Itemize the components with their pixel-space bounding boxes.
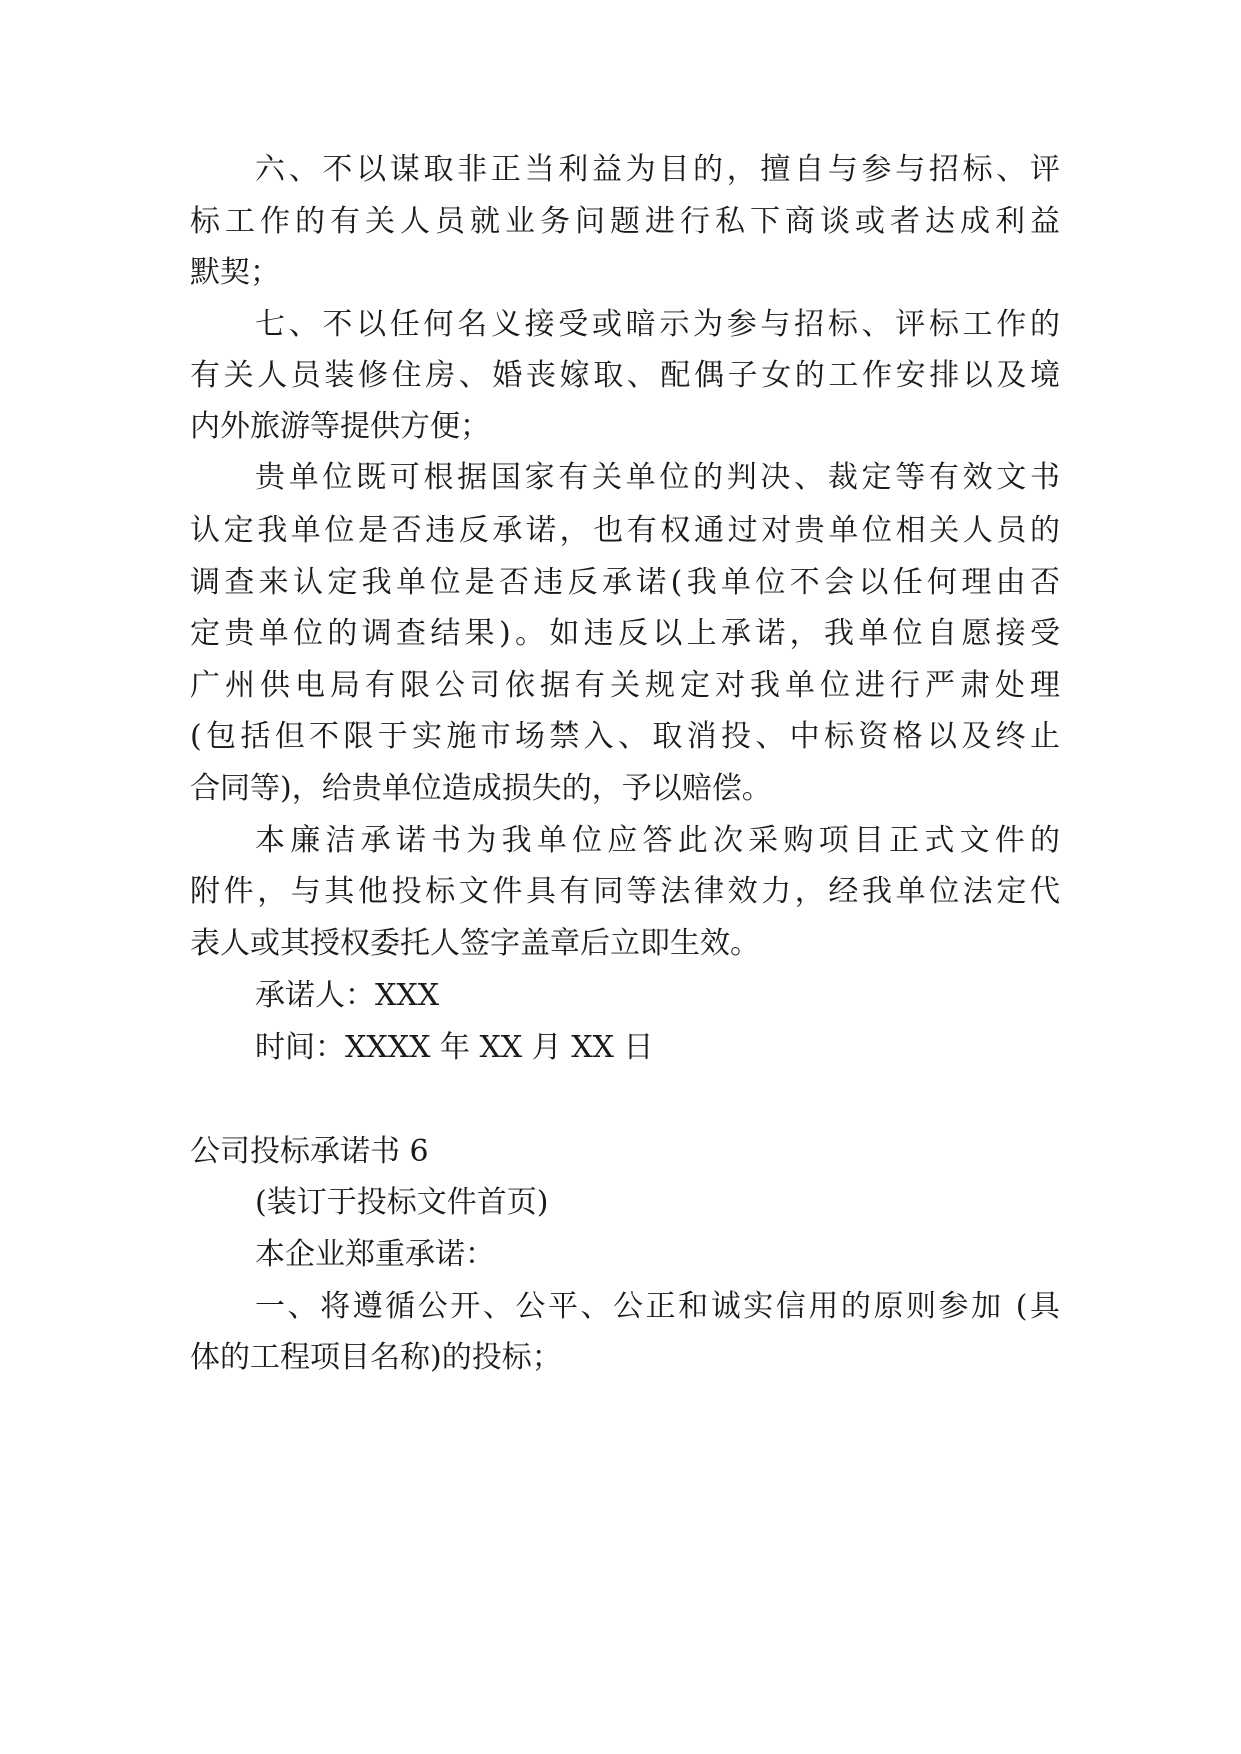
paragraph-line: 认定我单位是否违反承诺，也有权通过对贵单位相关人员的: [190, 513, 1060, 548]
paragraph-line: 七、不以任何名义接受或暗示为参与招标、评标工作的: [255, 307, 1060, 342]
paragraph-line: 本廉洁承诺书为我单位应答此次采购项目正式文件的: [255, 823, 1060, 858]
paragraph-line: 贵单位既可根据国家有关单位的判决、裁定等有效文书: [255, 460, 1060, 495]
paragraph-line: 有关人员装修住房、婚丧嫁取、配偶子女的工作安排以及境: [190, 358, 1060, 393]
paragraph-line: 广州供电局有限公司依据有关规定对我单位进行严肃处理: [190, 668, 1060, 703]
paragraph-line: 合同等)，给贵单位造成损失的，予以赔偿。: [190, 771, 772, 806]
paragraph-line: (包括但不限于实施市场禁入、取消投、中标资格以及终止: [190, 719, 1060, 754]
paragraph-line: 定贵单位的调查结果)。如违反以上承诺，我单位自愿接受: [190, 616, 1060, 651]
date-line: 时间：XXXX 年 XX 月 XX 日: [255, 1030, 654, 1065]
section-title: 公司投标承诺书 6: [190, 1134, 429, 1169]
paragraph-line: 标工作的有关人员就业务问题进行私下商谈或者达成利益: [190, 204, 1060, 239]
paragraph-line: 本企业郑重承诺：: [255, 1237, 495, 1272]
paragraph-line: 内外旅游等提供方便；: [190, 409, 490, 444]
paragraph-line: 表人或其授权委托人签字盖章后立即生效。: [190, 926, 760, 961]
paragraph-line: 附件，与其他投标文件具有同等法律效力，经我单位法定代: [190, 874, 1060, 909]
paragraph-line: 一、将遵循公开、公平、公正和诚实信用的原则参加 (具: [255, 1289, 1060, 1324]
paragraph-line: 六、不以谋取非正当利益为目的，擅自与参与招标、评: [255, 152, 1060, 187]
paragraph-line: 体的工程项目名称)的投标；: [190, 1340, 562, 1375]
signatory-line: 承诺人：XXX: [255, 978, 440, 1013]
paragraph-line: (装订于投标文件首页): [255, 1185, 549, 1220]
paragraph-line: 默契；: [190, 255, 280, 290]
paragraph-line: 调查来认定我单位是否违反承诺(我单位不会以任何理由否: [190, 565, 1060, 600]
